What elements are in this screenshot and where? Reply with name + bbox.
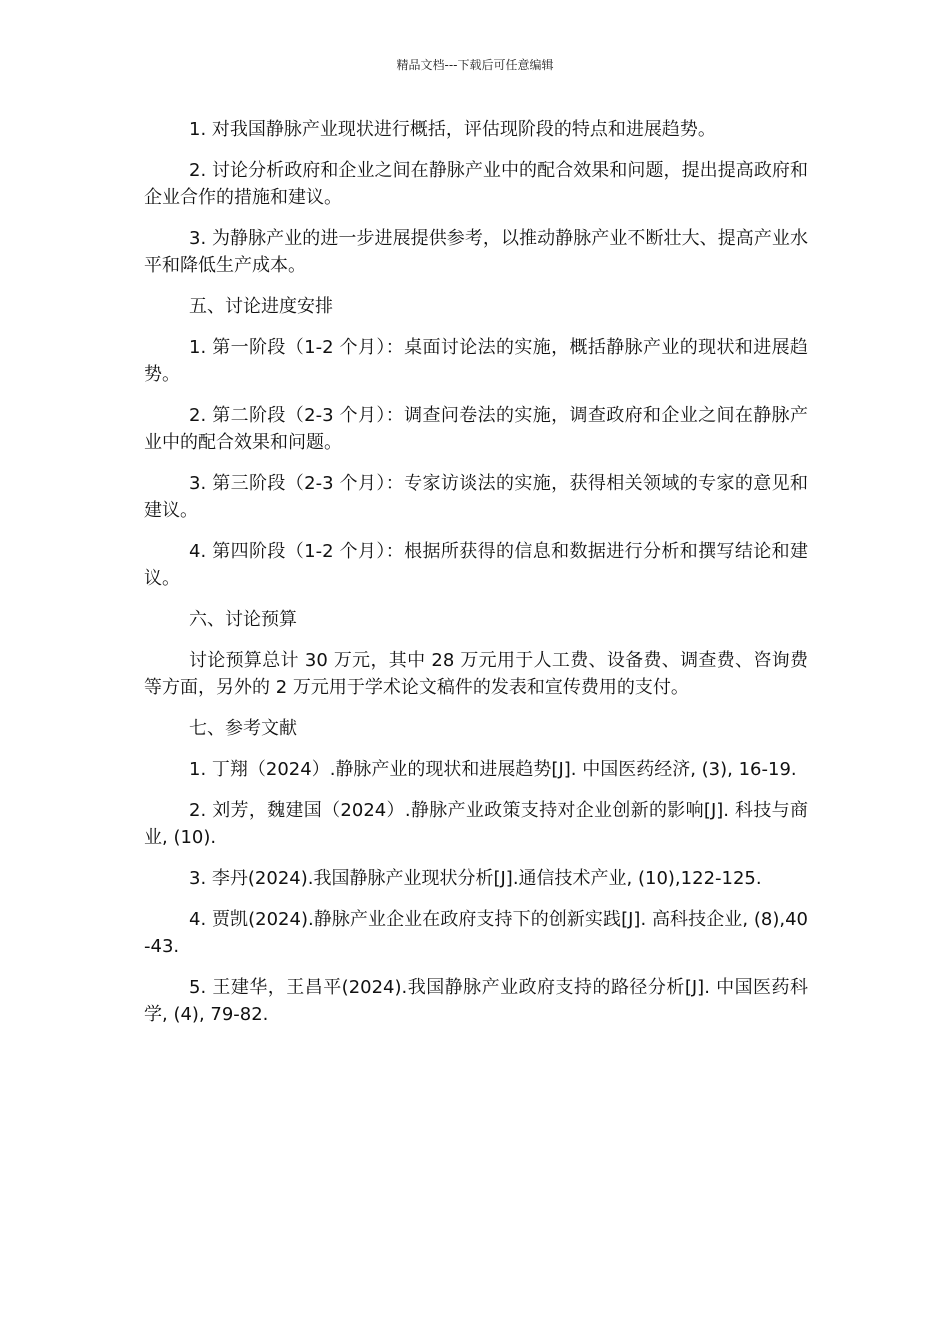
objective-3: 3. 为静脉产业的进一步进展提供参考，以推动静脉产业不断壮大、提高产业水平和降低生产成本。	[144, 228, 808, 276]
page-header: 精品文档---下载后可任意编辑	[396, 58, 554, 72]
reference-3: 3. 李丹(2024).我国静脉产业现状分析[J].通信技术产业, (10),122-125.	[189, 868, 762, 889]
reference-1: 1. 丁翔（2024）.静脉产业的现状和进展趋势[J]. 中国医药经济, (3), 16-19.	[189, 759, 797, 780]
objective-1: 1. 对我国静脉产业现状进行概括，评估现阶段的特点和进展趋势。	[189, 119, 716, 140]
reference-4: 4. 贾凯(2024).静脉产业企业在政府支持下的创新实践[J]. 高科技企业, (8),40-43.	[144, 909, 808, 957]
objective-2: 2. 讨论分析政府和企业之间在静脉产业中的配合效果和问题，提出提高政府和企业合作的措施和建议。	[144, 160, 808, 208]
document-body	[144, 116, 808, 1042]
budget-paragraph: 讨论预算总计 30 万元，其中 28 万元用于人工费、设备费、调查费、咨询费等方面，另外的 2 万元用于学术论文稿件的发表和宣传费用的支付。	[144, 650, 808, 698]
schedule-phase-4: 4. 第四阶段（1-2 个月）：根据所获得的信息和数据进行分析和撰写结论和建议。	[144, 541, 808, 589]
schedule-phase-3: 3. 第三阶段（2-3 个月）：专家访谈法的实施，获得相关领域的专家的意见和建议。	[144, 473, 808, 521]
reference-5: 5. 王建华，王昌平(2024).我国静脉产业政府支持的路径分析[J]. 中国医药科学, (4), 79-82.	[144, 977, 808, 1025]
section-heading-schedule: 五、讨论进度安排	[189, 296, 333, 317]
schedule-phase-2: 2. 第二阶段（2-3 个月）：调查问卷法的实施，调查政府和企业之间在静脉产业中的配合效果和问题。	[144, 405, 808, 453]
schedule-phase-1: 1. 第一阶段（1-2 个月）：桌面讨论法的实施，概括静脉产业的现状和进展趋势。	[144, 337, 808, 385]
reference-2: 2. 刘芳，魏建国（2024）.静脉产业政策支持对企业创新的影响[J]. 科技与商业, (10).	[144, 800, 808, 848]
section-heading-budget: 六、讨论预算	[189, 609, 297, 630]
section-heading-references: 七、参考文献	[189, 718, 297, 739]
